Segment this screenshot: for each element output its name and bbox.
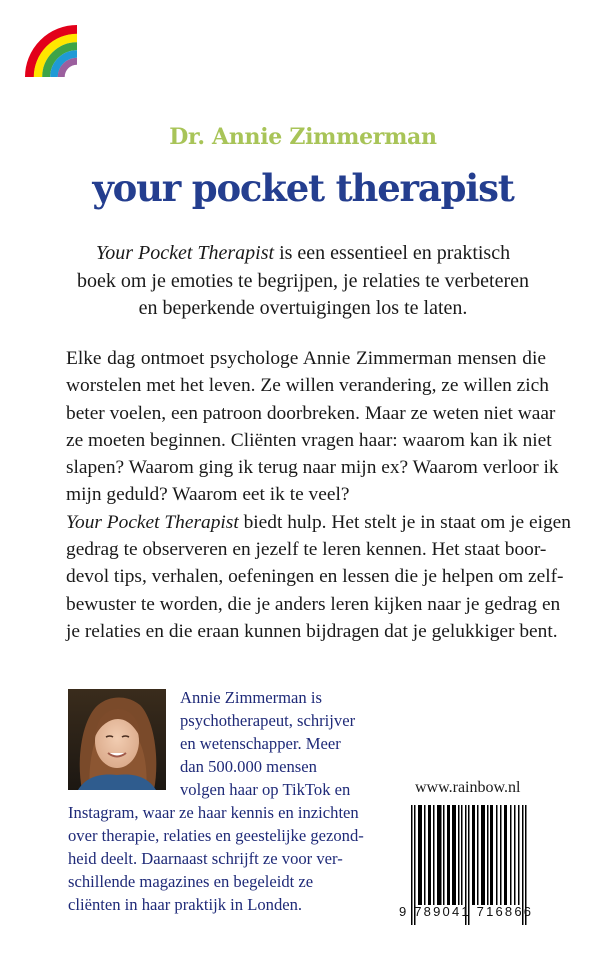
intro-line-3: en beperkende overtuigingen los te laten. (138, 297, 468, 319)
description-line: devol tips, verhalen, oefeningen en lessen die je helpen om zelf- (66, 566, 564, 588)
isbn-number: 9 789041 716866 (399, 904, 534, 919)
description-line: Elke dag ontmoet psychologe Annie Zimmerman mensen die (66, 348, 546, 369)
description-line: beter voelen, een patroon doorbreken. Maar ze weten niet waar (66, 402, 556, 424)
description-line: mijn geduld? Waarom eet ik te veel? (66, 484, 350, 506)
description-line-text: biedt hulp. Het stelt je in staat om je eigen (238, 511, 571, 533)
bio-line: cliënten in haar praktijk in Londen. (68, 895, 303, 914)
description-line: gedrag te observeren en jezelf te leren kennen. Het staat boor- (66, 539, 547, 561)
publisher-website: www.rainbow.nl (415, 779, 521, 796)
bio-line: psychotherapeut, schrijver (180, 711, 356, 730)
author-bio (68, 686, 388, 916)
description-line: ze moeten beginnen. Cliënten vragen haar: waarom kan ik niet (66, 429, 552, 451)
bio-line: volgen haar op TikTok en (180, 780, 351, 799)
book-title: your pocket therapist (92, 166, 514, 210)
bio-line: dan 500.000 mensen (180, 757, 317, 776)
description-line (66, 509, 571, 536)
description-line: worstelen met het leven. Ze willen verandering, ze willen zich (66, 375, 549, 397)
description-line: bewuster te worden, die je anders leren kijken naar je gedrag en (66, 593, 561, 615)
description-text (66, 345, 571, 645)
bio-line: Instagram, waar ze haar kennis en inzichten (68, 803, 359, 822)
bio-line: heid deelt. Daarnaast schrijft ze voor ver- (68, 849, 343, 868)
rainbow-logo-icon (25, 25, 77, 77)
description-line: je relaties en die eraan kunnen bijdragen dat je gelukkiger bent. (66, 620, 558, 642)
description-line: slapen? Waarom ging ik terug naar mijn ex? Waarom verloor ik (66, 457, 559, 479)
description-book-title: Your Pocket Therapist (66, 511, 239, 533)
bio-line: over therapie, relaties en geestelijke gezond- (68, 826, 364, 845)
intro-line-1 (60, 240, 546, 268)
intro-book-title: Your Pocket Therapist (95, 242, 275, 264)
author-name: Dr. Annie Zimmerman (169, 124, 437, 150)
intro-blurb (60, 240, 546, 323)
bio-line: Annie Zimmerman is (180, 688, 322, 707)
intro-line-1-text: is een essentieel en praktisch (274, 242, 511, 264)
bio-line: schillende magazines en begeleidt ze (68, 872, 314, 891)
bio-line: en wetenschapper. Meer (180, 734, 341, 753)
intro-line-2: boek om je emoties te begrijpen, je relaties te verbeteren (76, 269, 530, 292)
